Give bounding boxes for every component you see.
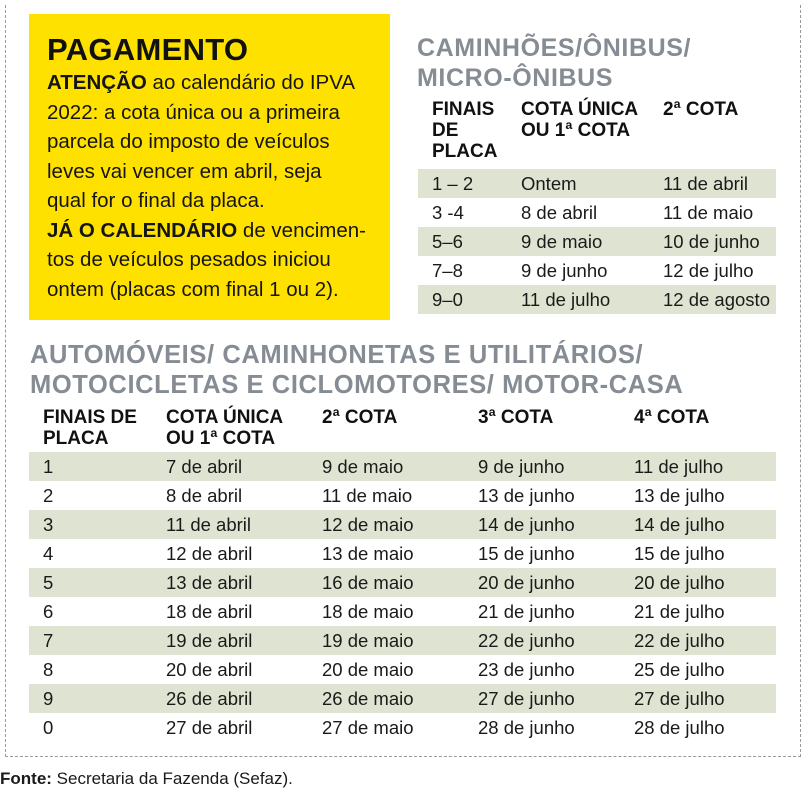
automoveis-title-line-2: MOTOCICLETAS E CICLOMOTORES/ MOTOR-CASA: [30, 371, 684, 399]
table-cell: 13 de maio: [322, 542, 414, 564]
pagamento-title: PAGAMENTO: [47, 32, 249, 67]
table-cell: 15 de julho: [634, 542, 725, 564]
table-cell: 28 de julho: [634, 716, 725, 738]
table-row: [29, 626, 776, 655]
table-row: [418, 198, 776, 227]
table-row: [418, 285, 776, 314]
header-2a-cota: 2ª COTA: [322, 407, 398, 428]
calendario-lead: JÁ O CALENDÁRIO: [47, 218, 238, 242]
table-cell: Ontem: [507, 169, 649, 198]
table-cell: 8: [43, 658, 54, 680]
table-row: [29, 655, 776, 684]
table-cell: 11 de julho: [620, 452, 776, 481]
table-cell: 3: [29, 510, 152, 539]
table-cell: 26 de abril: [152, 684, 308, 713]
table-cell: 11 de abril: [649, 169, 776, 198]
source-text: Secretaria da Fazenda (Sefaz).: [51, 769, 293, 788]
table-cell: 12 de julho: [663, 259, 754, 281]
table-cell: 5: [29, 568, 152, 597]
table-cell: 21 de julho: [634, 600, 725, 622]
caminhoes-title-line-2: MICRO-ÔNIBUS: [417, 64, 614, 92]
table-cell: 13 de julho: [634, 484, 725, 506]
automoveis-title: [30, 340, 683, 400]
table-cell: 2: [43, 484, 54, 506]
table-cell: 20 de julho: [620, 568, 776, 597]
table-cell: 10 de junho: [649, 227, 776, 256]
caminhoes-table: [418, 99, 776, 314]
table-cell: 13 de abril: [152, 568, 308, 597]
table-cell: 11 de julho: [507, 285, 649, 314]
table-cell: 9 de maio: [507, 227, 649, 256]
table-cell: 14 de junho: [464, 510, 620, 539]
table-cell: 1 – 2: [418, 169, 507, 198]
table-row: [29, 510, 776, 539]
header-finais: FINAIS DE PLACA: [432, 99, 498, 162]
table-row: [418, 256, 776, 285]
p2-line-3: ontem (placas com final 1 ou 2).: [47, 277, 339, 301]
table-cell: 9 de junho: [464, 452, 620, 481]
table-cell: 11 de maio: [322, 484, 413, 506]
caminhoes-title-line-1: CAMINHÕES/ÔNIBUS/: [417, 34, 692, 62]
table-row: [418, 169, 776, 198]
table-cell: 7–8: [432, 259, 463, 281]
table-cell: 27 de abril: [166, 716, 253, 738]
table-cell: 9 de junho: [521, 259, 608, 281]
table-cell: 22 de junho: [464, 626, 620, 655]
table-cell: 0: [43, 716, 54, 738]
header-2a-cota: 2ª COTA: [663, 99, 739, 120]
table-cell: 11 de maio: [663, 201, 754, 223]
table-cell: 3 -4: [432, 201, 464, 223]
table-row: [29, 481, 776, 510]
p1-line-3: parcela do imposto de veículos: [47, 130, 330, 153]
table-cell: 28 de junho: [478, 716, 575, 738]
table-cell: 12 de agosto: [649, 285, 776, 314]
table-row: [29, 568, 776, 597]
table-row: [29, 713, 776, 742]
p2-line-1: de vencimen-: [237, 218, 366, 242]
automoveis-table-header: [29, 407, 776, 452]
source-note: [0, 769, 293, 789]
table-cell: 13 de junho: [478, 484, 575, 506]
pagamento-paragraph-2: [47, 216, 376, 305]
table-cell: 7 de abril: [152, 452, 308, 481]
table-cell: 27 de junho: [464, 684, 620, 713]
p1-line-4: leves vai vencer em abril, seja: [47, 159, 322, 183]
table-cell: 27 de julho: [620, 684, 776, 713]
table-cell: 6: [43, 600, 54, 622]
p1-line-1: ao calendário do IPVA: [146, 71, 356, 94]
automoveis-table: [29, 407, 776, 742]
table-cell: 18 de maio: [322, 600, 414, 622]
header-4a-cota: 4ª COTA: [634, 407, 710, 428]
table-cell: 16 de maio: [308, 568, 464, 597]
atencao-lead: ATENÇÃO: [47, 71, 147, 94]
pagamento-paragraph-1: [47, 68, 376, 216]
table-cell: 4: [43, 542, 54, 564]
table-cell: 21 de junho: [478, 600, 575, 622]
table-cell: 15 de junho: [478, 542, 575, 564]
table-row: [29, 539, 776, 568]
caminhoes-table-header: [418, 99, 776, 169]
table-row: [29, 684, 776, 713]
header-cota-unica: COTA ÚNICA OU 1ª COTA: [521, 99, 638, 141]
table-cell: 12 de abril: [166, 542, 253, 564]
table-cell: 11 de abril: [152, 510, 308, 539]
table-cell: 22 de julho: [620, 626, 776, 655]
header-finais: FINAIS DE PLACA: [43, 407, 137, 449]
table-cell: 23 de junho: [478, 658, 575, 680]
header-3a-cota: 3ª COTA: [478, 407, 554, 428]
table-cell: 19 de abril: [152, 626, 308, 655]
table-row: [418, 227, 776, 256]
header-cota-unica: COTA ÚNICA OU 1ª COTA: [166, 407, 283, 449]
table-cell: 7: [29, 626, 152, 655]
table-cell: 9 de maio: [308, 452, 464, 481]
table-cell: 18 de abril: [166, 600, 253, 622]
table-cell: 19 de maio: [308, 626, 464, 655]
table-cell: 14 de julho: [620, 510, 776, 539]
table-cell: 9–0: [418, 285, 507, 314]
table-cell: 27 de maio: [322, 716, 414, 738]
p1-line-5: qual for o final da placa.: [47, 189, 265, 212]
caminhoes-title: [417, 33, 691, 93]
p1-line-2: 2022: a cota única ou a primeira: [47, 100, 340, 124]
automoveis-title-line-1: AUTOMÓVEIS/ CAMINHONETAS E UTILITÁRIOS/: [30, 341, 644, 369]
table-cell: 26 de maio: [308, 684, 464, 713]
table-cell: 8 de abril: [166, 484, 243, 506]
caminhoes-table-body: [418, 169, 776, 314]
table-cell: 20 de junho: [464, 568, 620, 597]
table-cell: 20 de maio: [322, 658, 414, 680]
pagamento-box: [29, 14, 390, 320]
table-cell: 12 de maio: [308, 510, 464, 539]
table-cell: 9: [29, 684, 152, 713]
p2-line-2: tos de veículos pesados iniciou: [47, 248, 331, 271]
table-cell: 1: [29, 452, 152, 481]
table-row: [29, 452, 776, 481]
table-cell: 8 de abril: [521, 201, 598, 223]
source-label: Fonte:: [0, 769, 52, 788]
table-cell: 5–6: [418, 227, 507, 256]
table-row: [29, 597, 776, 626]
automoveis-table-body: [29, 452, 776, 742]
table-cell: 20 de abril: [166, 658, 253, 680]
table-cell: 25 de julho: [634, 658, 725, 680]
